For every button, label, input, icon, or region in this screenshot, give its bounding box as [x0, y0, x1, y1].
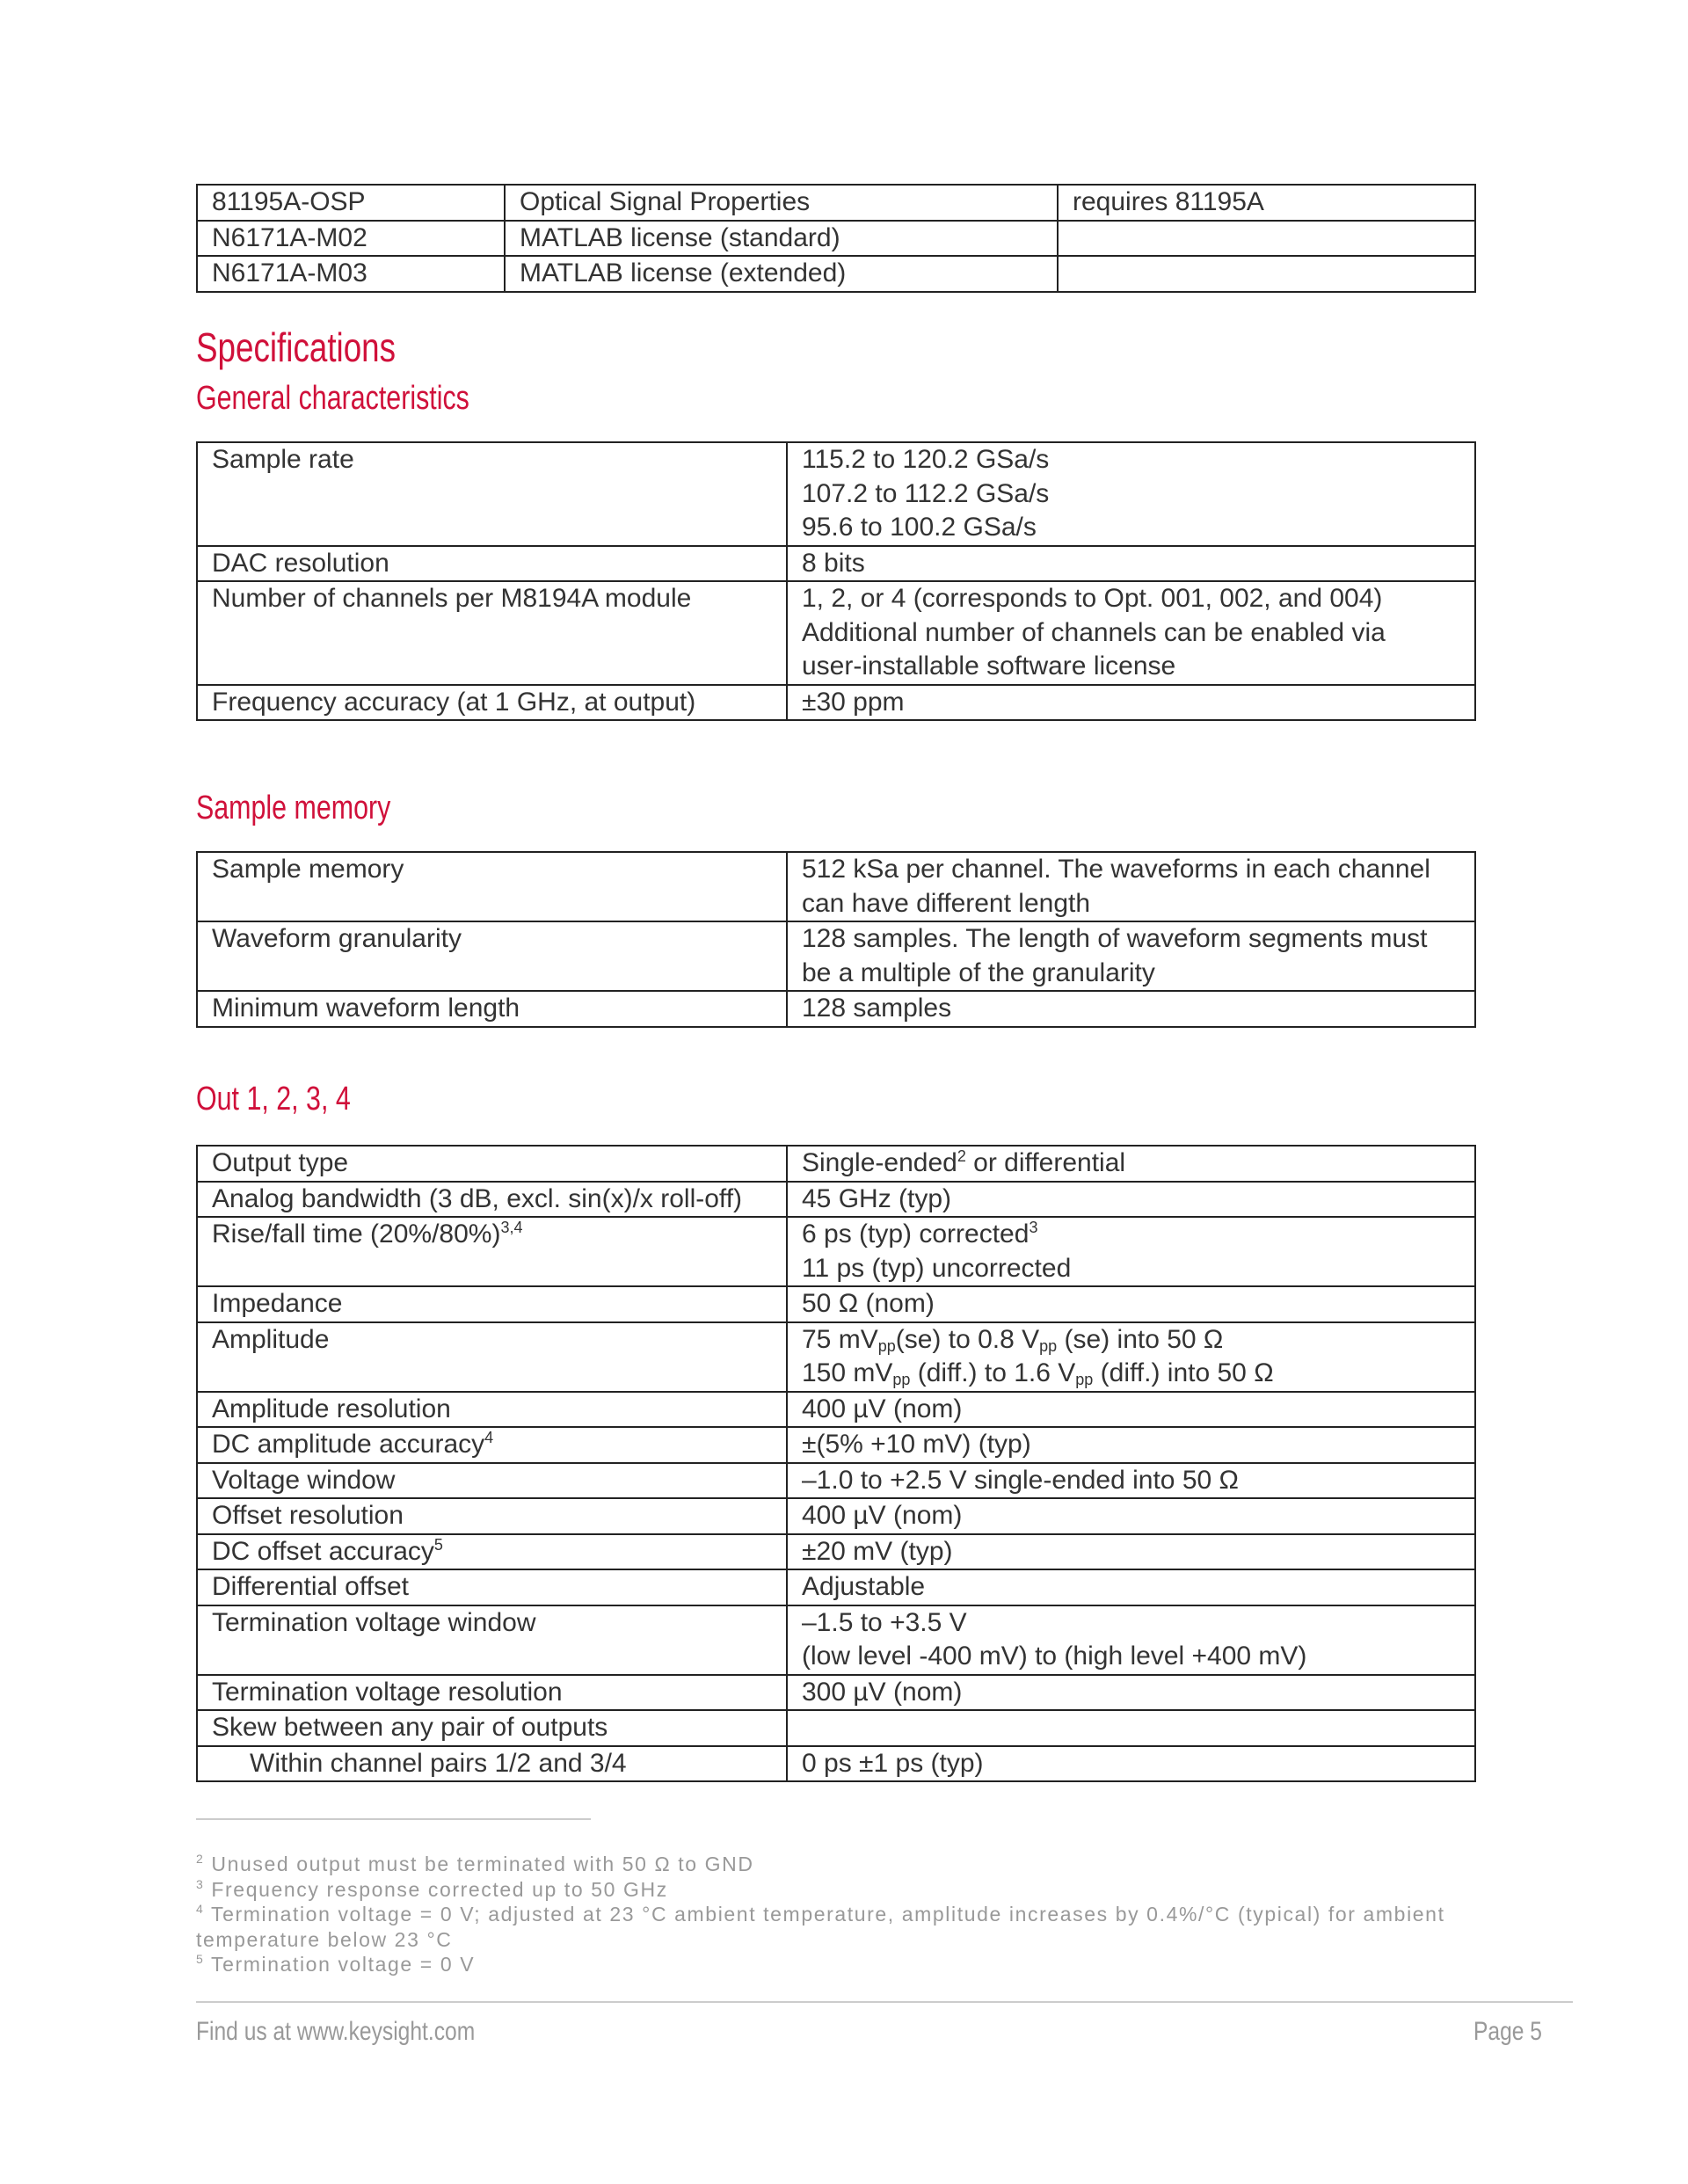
spec-row	[197, 1746, 1475, 1782]
cell-text: (diff.) into 50 Ω	[1093, 1358, 1274, 1387]
spec-label	[197, 991, 787, 1027]
spec-label	[197, 1746, 787, 1782]
cell-line	[212, 686, 774, 720]
footnotes	[196, 1852, 1462, 1977]
table-cell	[197, 185, 505, 221]
cell-line	[212, 1393, 774, 1427]
cell-text: be a multiple of the granularity	[802, 957, 1155, 987]
cell-text: 6 ps (typ) corrected	[802, 1219, 1030, 1249]
spec-label	[197, 1463, 787, 1499]
cell-text: Rise/fall time (20%/80%)	[212, 1219, 501, 1249]
cell-text: –1.5 to +3.5 V	[802, 1607, 967, 1637]
spec-row	[197, 1322, 1475, 1392]
cell-text: requires 81195A	[1073, 187, 1264, 216]
spec-row	[197, 1286, 1475, 1322]
cell-text: ±30 ppm	[802, 687, 905, 717]
cell-text: 0 ps ±1 ps (typ)	[802, 1748, 984, 1778]
spec-label	[197, 546, 787, 582]
spec-label	[197, 1498, 787, 1534]
footnote-text: Unused output must be terminated with 50 Ω to GND	[211, 1853, 754, 1875]
cell-text: Waveform granularity	[212, 924, 462, 953]
spec-label	[197, 685, 787, 721]
cell-text: 300 µV (nom)	[802, 1677, 963, 1707]
cell-text: Adjustable	[802, 1572, 926, 1601]
spec-value	[787, 1463, 1475, 1499]
cell-line	[212, 582, 774, 616]
footnote-reference: 4	[484, 1429, 494, 1446]
cell-line	[802, 1147, 1462, 1181]
spec-row	[197, 1605, 1475, 1675]
spec-row	[197, 1498, 1475, 1534]
spec-label	[197, 1569, 787, 1605]
footnote-reference: 3,4	[500, 1219, 523, 1236]
spec-label	[197, 1675, 787, 1711]
cell-line	[802, 582, 1462, 616]
spec-label	[197, 1605, 787, 1675]
cell-text: 512 kSa per channel. The waveforms in each channel	[802, 855, 1430, 884]
cell-line	[802, 1393, 1462, 1427]
cell-line	[212, 1218, 774, 1252]
table-cell	[197, 256, 505, 292]
footnote-number: 5	[196, 1952, 205, 1966]
cell-line	[212, 1535, 774, 1569]
table-row	[197, 221, 1475, 257]
cell-text: Sample rate	[212, 445, 354, 474]
cell-line	[802, 887, 1462, 921]
cell-text: N6171A-M02	[212, 222, 367, 252]
cell-line	[802, 1747, 1462, 1781]
cell-text: can have different length	[802, 888, 1091, 918]
spec-value	[787, 852, 1475, 921]
cell-text: Within channel pairs 1/2 and 3/4	[250, 1748, 627, 1778]
cell-text: DAC resolution	[212, 548, 389, 578]
spec-label	[197, 1392, 787, 1428]
spec-value	[787, 685, 1475, 721]
cell-text: (diff.) to 1.6 V	[910, 1358, 1076, 1387]
cell-line	[802, 1428, 1462, 1462]
cell-text: DC amplitude accuracy	[212, 1430, 485, 1459]
cell-line	[802, 922, 1462, 957]
cell-text: (se) to 0.8 V	[895, 1324, 1040, 1354]
spec-row	[197, 1217, 1475, 1286]
spec-label	[197, 581, 787, 685]
spec-label	[197, 921, 787, 991]
spec-value	[787, 1605, 1475, 1675]
spec-label	[197, 1427, 787, 1463]
sample-memory-heading: Sample memory	[196, 790, 391, 826]
cell-text: Minimum waveform length	[212, 994, 520, 1023]
cell-line	[802, 1252, 1462, 1286]
spec-value	[787, 1534, 1475, 1570]
out-heading: Out 1, 2, 3, 4	[196, 1081, 351, 1117]
footnote-separator	[196, 1818, 591, 1820]
spec-value	[787, 921, 1475, 991]
spec-value	[787, 1569, 1475, 1605]
cell-line	[802, 1570, 1462, 1605]
spec-row	[197, 1569, 1475, 1605]
spec-label	[197, 442, 787, 546]
cell-line	[212, 1499, 774, 1533]
cell-text: 400 µV (nom)	[802, 1394, 963, 1423]
output-specifications-table	[196, 1145, 1476, 1782]
footnote-reference: 5	[433, 1535, 443, 1554]
cell-text: Single-ended	[802, 1148, 957, 1177]
footnote-number: 3	[196, 1876, 205, 1891]
cell-text: 11 ps (typ) uncorrected	[802, 1253, 1072, 1283]
spec-value	[787, 1746, 1475, 1782]
spec-value	[787, 1710, 1475, 1746]
cell-text: Analog bandwidth (3 dB, excl. sin(x)/x roll-off)	[212, 1183, 743, 1213]
cell-line	[212, 1323, 774, 1358]
cell-text: Termination voltage window	[212, 1607, 536, 1637]
cell-text: ±(5% +10 mV) (typ)	[802, 1430, 1031, 1459]
cell-line	[802, 477, 1462, 512]
table-cell	[1058, 256, 1475, 292]
cell-text: Additional number of channels can be enabled via	[802, 617, 1386, 647]
cell-line	[802, 853, 1462, 887]
cell-text: MATLAB license (extended)	[520, 258, 847, 288]
cell-text: 1, 2, or 4 (corresponds to Opt. 001, 002, and 004)	[802, 584, 1383, 613]
cell-line	[802, 992, 1462, 1026]
cell-line	[212, 1711, 774, 1745]
footnote-text: Frequency response corrected up to 50 GHz	[211, 1877, 668, 1901]
cell-text: Optical Signal Properties	[520, 187, 811, 216]
cell-line	[212, 1676, 774, 1710]
table-row	[197, 256, 1475, 292]
cell-line	[212, 1287, 774, 1321]
spec-label	[197, 1182, 787, 1218]
footnote	[196, 1902, 1462, 1952]
spec-label	[197, 852, 787, 921]
spec-value	[787, 1498, 1475, 1534]
cell-text: 75 mV	[802, 1324, 878, 1354]
sample-memory-table	[196, 851, 1476, 1028]
spec-row	[197, 685, 1475, 721]
cell-text: 128 samples. The length of waveform segments must	[802, 924, 1428, 953]
cell-text: 128 samples	[802, 994, 952, 1023]
cell-line	[212, 992, 774, 1026]
cell-text: (low level -400 mV) to (high level +400 mV)	[802, 1642, 1307, 1671]
cell-text: 150 mV	[802, 1358, 893, 1387]
cell-text: (se) into 50 Ω	[1057, 1324, 1224, 1354]
cell-text: Offset resolution	[212, 1501, 404, 1530]
footnote-reference: 3	[1029, 1219, 1038, 1236]
cell-line	[212, 1147, 774, 1181]
table-cell	[1058, 185, 1475, 221]
cell-line	[802, 1499, 1462, 1533]
spec-value	[787, 1675, 1475, 1711]
cell-text: 107.2 to 112.2 GSa/s	[802, 478, 1050, 508]
spec-value	[787, 1146, 1475, 1182]
spec-label	[197, 1286, 787, 1322]
cell-line	[802, 1357, 1462, 1391]
cell-line	[802, 1464, 1462, 1498]
cell-text: 45 GHz (typ)	[802, 1183, 952, 1213]
cell-text: 81195A-OSP	[212, 187, 366, 216]
footnote-number: 4	[196, 1902, 205, 1916]
subscript: pp	[1039, 1336, 1058, 1355]
table-cell	[197, 221, 505, 257]
cell-text: DC offset accuracy	[212, 1536, 434, 1566]
cell-line	[212, 547, 774, 581]
cell-text: MATLAB license (standard)	[520, 222, 840, 252]
cell-text: Voltage window	[212, 1465, 396, 1495]
cell-line	[212, 1183, 774, 1217]
cell-text: 400 µV (nom)	[802, 1501, 963, 1530]
spec-row	[197, 1146, 1475, 1182]
footnote	[196, 1952, 1462, 1977]
cell-line	[212, 1464, 774, 1498]
subscript: pp	[877, 1336, 896, 1355]
cell-line	[802, 1183, 1462, 1217]
cell-line	[212, 922, 774, 957]
general-characteristics-heading: General characteristics	[196, 380, 469, 417]
spec-row	[197, 1427, 1475, 1463]
cell-line	[212, 1570, 774, 1605]
cell-line	[802, 650, 1462, 684]
spec-value	[787, 581, 1475, 685]
table-cell	[505, 221, 1058, 257]
subscript: pp	[892, 1371, 911, 1388]
specifications-heading: Specifications	[196, 324, 397, 370]
general-characteristics-table	[196, 441, 1476, 721]
spec-label	[197, 1322, 787, 1392]
spec-row	[197, 1392, 1475, 1428]
table-cell	[505, 185, 1058, 221]
spec-value	[787, 546, 1475, 582]
spec-row	[197, 852, 1475, 921]
spec-label	[197, 1146, 787, 1182]
spec-row	[197, 1182, 1475, 1218]
table-cell	[505, 256, 1058, 292]
spec-label	[197, 1710, 787, 1746]
spec-row	[197, 921, 1475, 991]
footnote-text: Termination voltage = 0 V; adjusted at 23 °C ambient temperature, amplitude increases by 0.4%/°C (typical) for ambient temperature below 23 °C	[196, 1903, 1445, 1951]
cell-line	[802, 511, 1462, 545]
footnote-text: Termination voltage = 0 V	[210, 1953, 476, 1976]
footnote-reference: 2	[957, 1147, 966, 1165]
cell-line	[802, 1676, 1462, 1710]
cell-text: ±20 mV (typ)	[802, 1536, 953, 1566]
cell-line	[802, 1606, 1462, 1641]
cell-line	[802, 1640, 1462, 1674]
cell-line	[802, 1535, 1462, 1569]
cell-text: 95.6 to 100.2 GSa/s	[802, 513, 1037, 542]
cell-text: Differential offset	[212, 1572, 410, 1601]
cell-text: user-installable software license	[802, 652, 1176, 681]
spec-row	[197, 1675, 1475, 1711]
cell-text: or differential	[965, 1148, 1126, 1177]
footnote-number: 2	[196, 1852, 205, 1866]
spec-row	[197, 1710, 1475, 1746]
cell-line	[802, 1287, 1462, 1321]
spec-label	[197, 1217, 787, 1286]
spec-value	[787, 1182, 1475, 1218]
cell-line	[802, 443, 1462, 477]
spec-value	[787, 991, 1475, 1027]
cell-text: Frequency accuracy (at 1 GHz, at output)	[212, 687, 696, 717]
table-row	[197, 185, 1475, 221]
cell-text: 50 Ω (nom)	[802, 1289, 935, 1318]
cell-line	[802, 1218, 1462, 1252]
table-cell	[1058, 221, 1475, 257]
cell-text: 115.2 to 120.2 GSa/s	[802, 445, 1050, 474]
spec-row	[197, 581, 1475, 685]
footnote	[196, 1852, 1462, 1877]
cell-text: –1.0 to +2.5 V single-ended into 50 Ω	[802, 1465, 1239, 1495]
cell-text: Sample memory	[212, 855, 404, 884]
cell-text: Impedance	[212, 1289, 343, 1318]
spec-row	[197, 1534, 1475, 1570]
subscript: pp	[1075, 1371, 1094, 1388]
spec-value	[787, 1217, 1475, 1286]
cell-line	[802, 1323, 1462, 1358]
footnote	[196, 1877, 1462, 1903]
spec-value	[787, 442, 1475, 546]
cell-text: Amplitude resolution	[212, 1394, 451, 1423]
page-number: Page 5	[1473, 2017, 1542, 2046]
cell-line	[250, 1747, 774, 1781]
cell-line	[802, 957, 1462, 991]
cell-line	[802, 616, 1462, 651]
spec-row	[197, 442, 1475, 546]
cell-text: Skew between any pair of outputs	[212, 1713, 608, 1742]
spec-row	[197, 991, 1475, 1027]
spec-label	[197, 1534, 787, 1570]
cell-text: Output type	[212, 1148, 349, 1177]
spec-value	[787, 1286, 1475, 1322]
spec-value	[787, 1392, 1475, 1428]
cell-line	[212, 1606, 774, 1641]
footer-website-link[interactable]: Find us at www.keysight.com	[196, 2017, 476, 2046]
cell-line	[212, 443, 774, 477]
cell-text: Amplitude	[212, 1324, 330, 1354]
options-table	[196, 184, 1476, 293]
cell-line	[802, 547, 1462, 581]
spec-row	[197, 546, 1475, 582]
cell-text: Termination voltage resolution	[212, 1677, 563, 1707]
cell-line	[212, 853, 774, 887]
cell-text: N6171A-M03	[212, 258, 367, 288]
cell-line	[802, 686, 1462, 720]
cell-text: 8 bits	[802, 548, 865, 578]
spec-value	[787, 1322, 1475, 1392]
cell-line	[212, 1428, 774, 1462]
footer-divider	[196, 2001, 1573, 2003]
cell-text: Number of channels per M8194A module	[212, 584, 692, 613]
spec-row	[197, 1463, 1475, 1499]
spec-value	[787, 1427, 1475, 1463]
